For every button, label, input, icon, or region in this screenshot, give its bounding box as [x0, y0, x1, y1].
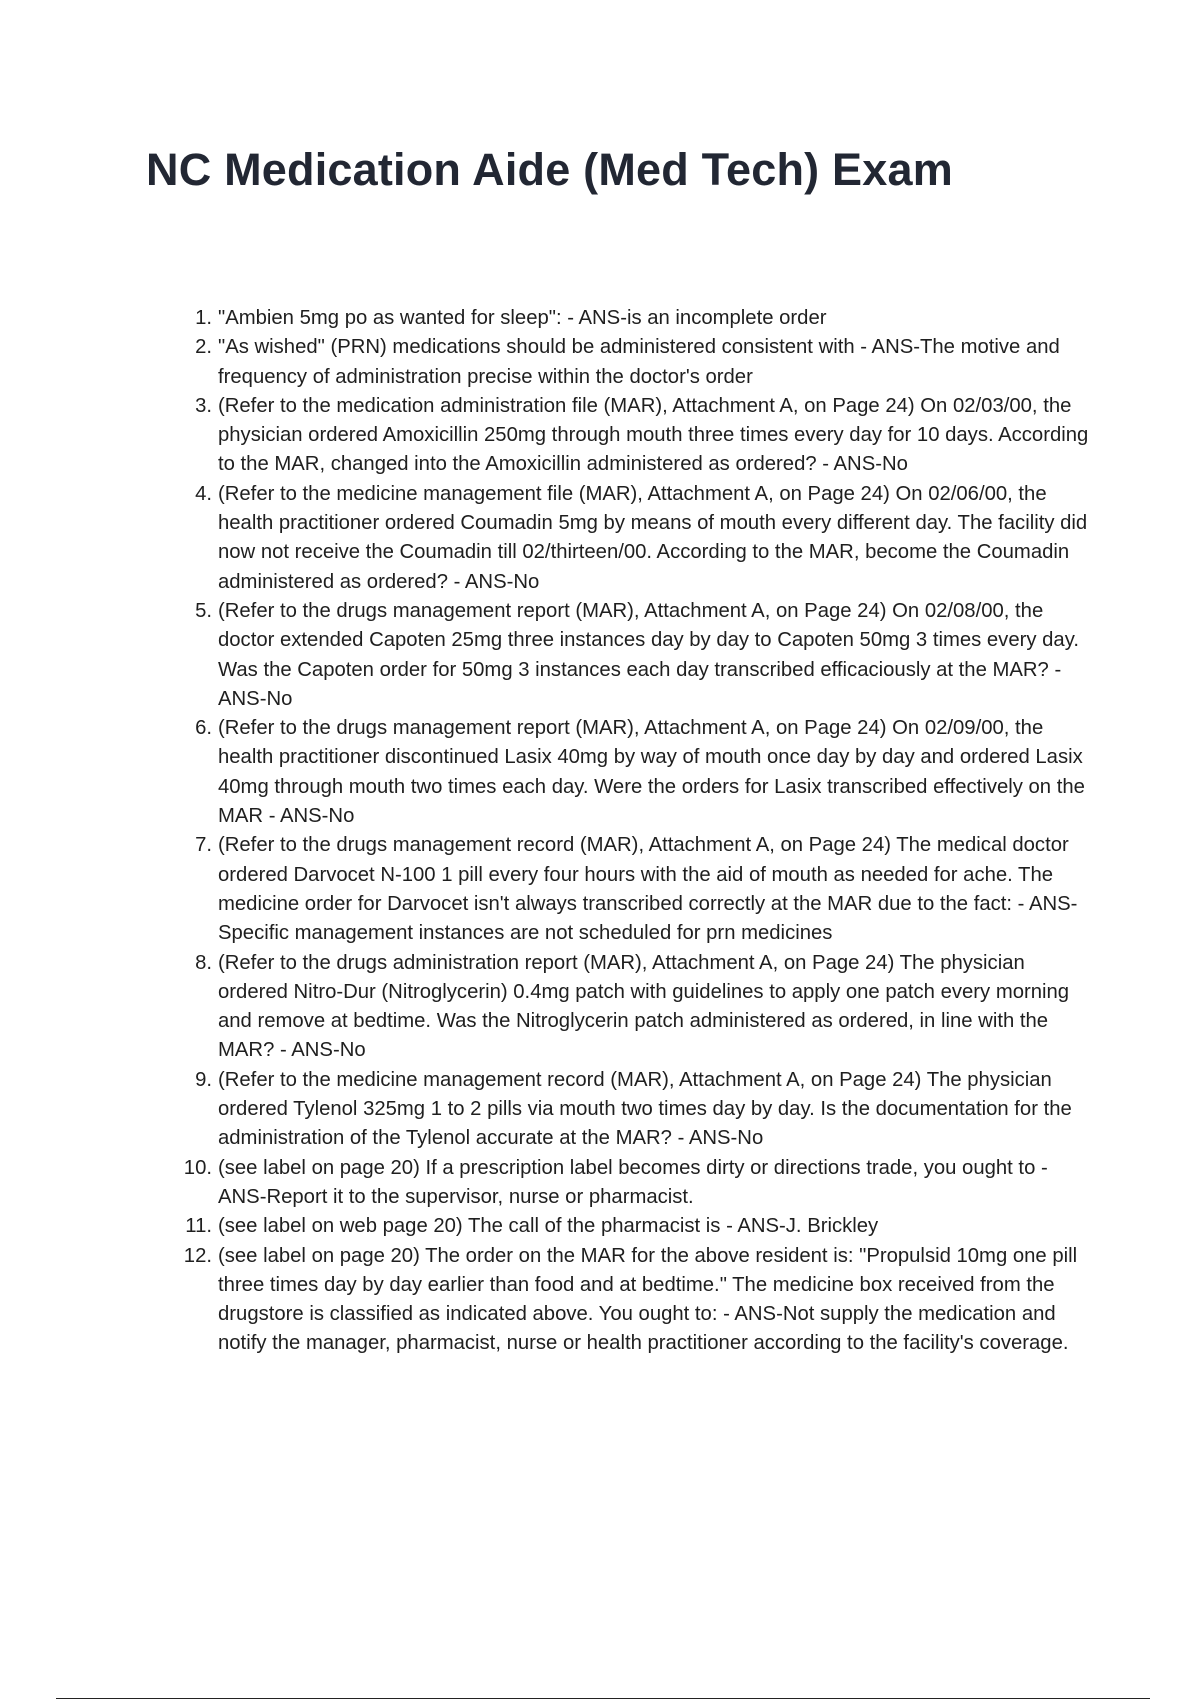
item-number: 6.	[195, 717, 212, 740]
question-list	[183, 304, 1098, 1359]
list-item	[183, 1154, 1098, 1213]
item-number: 12.	[183, 1244, 212, 1267]
list-item	[195, 304, 1098, 333]
item-number: 9.	[195, 1068, 212, 1091]
list-item	[183, 1242, 1098, 1359]
list-item	[195, 333, 1098, 392]
item-text: (see label on page 20) If a prescription label becomes dirty or directions trade, you ought to - ANS-Report it to the supervisor, nurse or pharmacist.	[218, 1156, 1048, 1208]
item-text: (Refer to the drugs management report (MAR), Attachment A, on Page 24) On 02/09/00, the health practitioner discontinued Lasix 40mg by way of mouth once day by day and ordered Lasix 40mg through mouth two times each day. Were the orders for Lasix transcribed effectively on the MAR - ANS-No	[218, 717, 1085, 828]
list-item	[195, 597, 1098, 714]
item-number: 1.	[195, 307, 212, 329]
page-title: NC Medication Aide (Med Tech) Exam	[146, 144, 953, 195]
item-text: (Refer to the drugs management record (MAR), Attachment A, on Page 24) The medical doctor ordered Darvocet N-100 1 pill every four hours with the aid of mouth as needed for ache. The medicine order for Darvocet isn't always transcribed correctly at the MAR due to the fact: - ANS-Specific management instances are not scheduled for prn medicines	[218, 834, 1078, 945]
item-text: (see label on web page 20) The call of the pharmacist is - ANS-J. Brickley	[218, 1215, 879, 1238]
item-text: (Refer to the medication administration file (MAR), Attachment A, on Page 24) On 02/03/00, the physician ordered Amoxicillin 250mg through mouth three times every day for 10 days. According to the MAR, changed into the Amoxicillin administered as ordered? - ANS-No	[218, 394, 1089, 476]
list-item	[195, 831, 1098, 948]
list-item	[195, 392, 1098, 480]
list-item	[195, 714, 1098, 831]
item-text: (Refer to the medicine management record (MAR), Attachment A, on Page 24) The physician ordered Tylenol 325mg 1 to 2 pills via mouth two times day by day. Is the documentation for the administration of the Tylenol accurate at the MAR? - ANS-No	[218, 1068, 1072, 1150]
list-item	[185, 1212, 1098, 1241]
item-number: 8.	[195, 951, 212, 974]
list-item	[195, 480, 1098, 597]
item-number: 2.	[195, 336, 212, 359]
page-divider	[56, 1698, 1150, 1699]
item-number: 3.	[195, 394, 212, 417]
item-text: (Refer to the medicine management file (MAR), Attachment A, on Page 24) On 02/06/00, the health practitioner ordered Coumadin 5mg by means of mouth every different day. The facility did now not receive the Coumadin till 02/thirteen/00. According to the MAR, become the Coumadin administered as ordered? - ANS-No	[218, 482, 1088, 593]
item-text: "Ambien 5mg po as wanted for sleep": - ANS-is an incomplete order	[218, 307, 827, 329]
item-number: 7.	[195, 834, 212, 857]
item-number: 11.	[185, 1215, 212, 1238]
list-item	[195, 949, 1098, 1066]
item-text: (see label on page 20) The order on the MAR for the above resident is: "Propulsid 10mg one pill three times day by day earlier than food and at bedtime." The medicine box received from the drugstore is classified as indicated above. You ought to: - ANS-Not supply the medication and notify the manager, pharmacist, nurse or health practitioner according to the facility's coverage.	[218, 1244, 1078, 1355]
item-text: (Refer to the drugs administration report (MAR), Attachment A, on Page 24) The physician ordered Nitro-Dur (Nitroglycerin) 0.4mg patch with guidelines to apply one patch every morning and remove at bedtime. Was the Nitroglycerin patch administered as ordered, in line with the MAR? - ANS-No	[218, 951, 1070, 1062]
item-number: 4.	[195, 482, 212, 505]
item-text: (Refer to the drugs management report (MAR), Attachment A, on Page 24) On 02/08/00, the doctor extended Capoten 25mg three instances day by day to Capoten 50mg 3 times every day. Was the Capoten order for 50mg 3 instances each day transcribed efficaciously at the MAR? - ANS-No	[218, 599, 1079, 710]
item-number: 10.	[183, 1156, 212, 1179]
list-item	[195, 1066, 1098, 1154]
item-number: 5.	[195, 599, 212, 622]
item-text: "As wished" (PRN) medications should be administered consistent with - ANS-The motive and frequency of administration precise within the doctor's order	[218, 336, 1060, 388]
